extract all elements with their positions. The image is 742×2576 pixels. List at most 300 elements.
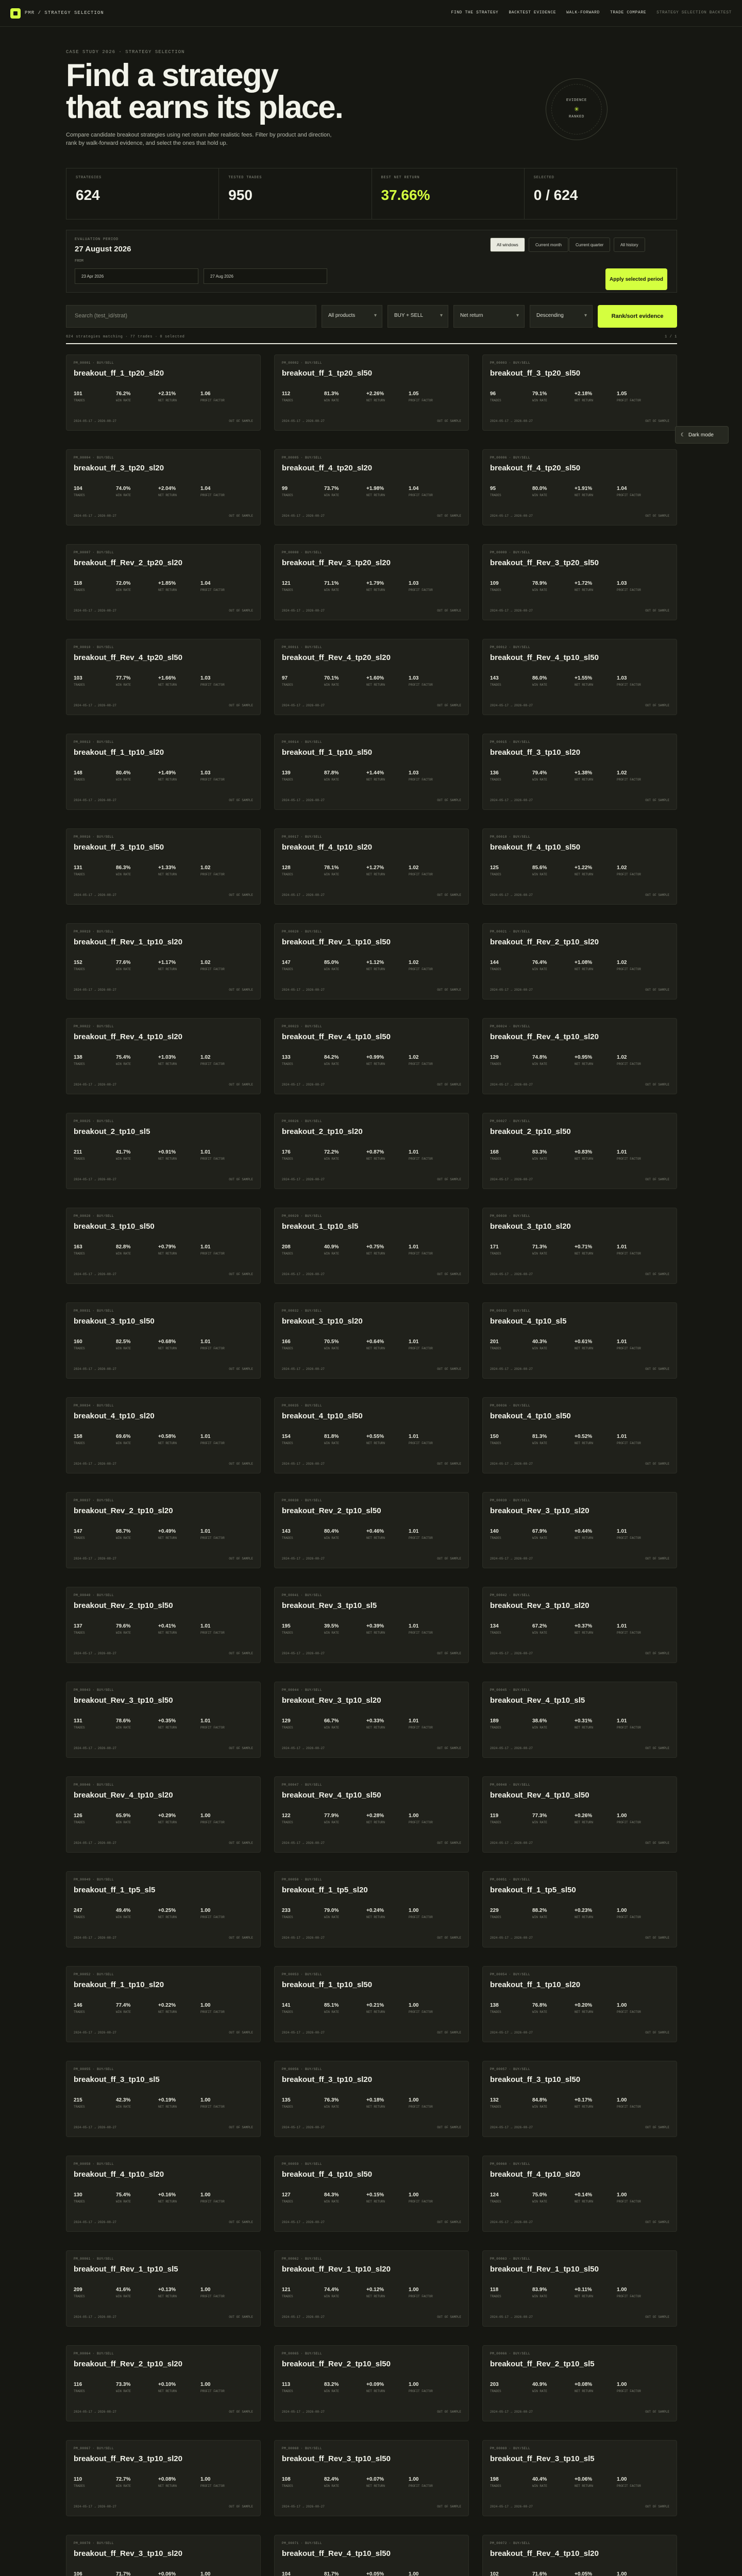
card-sample: OUT OF SAMPLE xyxy=(645,1367,669,1371)
metric-trades-label: TRADES xyxy=(282,1062,293,1066)
card-metrics xyxy=(490,2192,669,2204)
card-period: 2024-05-17 → 2026-08-27 xyxy=(282,2221,325,2224)
card-tag: BUY/SELL xyxy=(97,835,114,839)
metric-net-value: +1.03% xyxy=(158,1055,176,1060)
badge-bottom: RANKED xyxy=(568,115,584,119)
strategy-card[interactable] xyxy=(274,354,469,431)
metric-net-label: NET RETURN xyxy=(575,683,594,687)
metric-net-value: +0.13% xyxy=(158,2287,176,2293)
metric-trades-value: 144 xyxy=(490,960,499,965)
card-period: 2024-05-17 → 2026-08-27 xyxy=(490,2505,533,2509)
card-header: PM_00043 · BUY/SELL xyxy=(74,1688,114,1692)
metric-pf-label: PROFIT FACTOR xyxy=(409,1442,433,1445)
strategy-card[interactable] xyxy=(66,923,261,999)
strategy-card[interactable] xyxy=(66,1966,261,2042)
metric-net xyxy=(158,1055,191,1066)
strategy-name: breakout_ff_Rev_4_tp20_sl50 xyxy=(74,653,182,662)
metric-pf xyxy=(409,486,442,497)
strategy-name: breakout_Rev_3_tp10_sl20 xyxy=(490,1601,589,1610)
strategy-card[interactable] xyxy=(66,828,261,905)
strategy-card[interactable] xyxy=(66,2250,261,2327)
metric-winrate xyxy=(532,1813,565,1824)
metric-net-value: +1.17% xyxy=(158,960,176,965)
strategy-card[interactable] xyxy=(66,544,261,620)
card-period: 2024-05-17 → 2026-08-27 xyxy=(490,1462,533,1466)
card-sample: OUT OF SAMPLE xyxy=(437,1747,461,1750)
metric-winrate xyxy=(116,1908,149,1919)
card-metrics xyxy=(490,865,669,876)
card-id: PM_00071 xyxy=(282,2541,299,2545)
strategy-name: breakout_3_tp10_sl50 xyxy=(74,1317,155,1326)
metric-trades-label: TRADES xyxy=(74,399,85,402)
card-id: PM_00037 xyxy=(74,1499,91,1502)
strategy-card[interactable] xyxy=(274,2250,469,2327)
metric-trades-label: TRADES xyxy=(74,588,85,592)
card-footer xyxy=(282,1557,461,1561)
metric-pf-value: 1.02 xyxy=(409,960,419,965)
metric-trades xyxy=(282,1149,315,1161)
card-id: PM_00006 xyxy=(490,456,507,460)
metric-trades-value: 121 xyxy=(282,2287,291,2293)
metric-pf-label: PROFIT FACTOR xyxy=(200,1442,225,1445)
strategy-card[interactable] xyxy=(482,1113,677,1189)
strategy-card[interactable] xyxy=(274,1302,469,1379)
strategy-name: breakout_Rev_4_tp10_sl50 xyxy=(282,1791,381,1800)
strategy-card[interactable] xyxy=(274,734,469,810)
metric-trades-value: 110 xyxy=(74,2477,82,2482)
nav-link-find[interactable]: FIND THE STRATEGY xyxy=(451,10,499,15)
metric-winrate xyxy=(324,675,357,687)
metric-winrate-label: WIN RATE xyxy=(116,2010,131,2014)
order-select[interactable]: Descending ▾ xyxy=(530,305,593,328)
strategy-card[interactable] xyxy=(482,1208,677,1284)
strategy-card[interactable] xyxy=(482,923,677,999)
metric-pf-value: 1.01 xyxy=(200,1339,211,1345)
metric-net-label: NET RETURN xyxy=(575,2484,594,2488)
strategy-card[interactable] xyxy=(66,2535,261,2576)
metric-pf xyxy=(409,1529,442,1540)
metric-net-label: NET RETURN xyxy=(158,2295,177,2298)
card-period: 2024-05-17 → 2026-08-27 xyxy=(74,1652,116,1655)
card-sample: OUT OF SAMPLE xyxy=(229,1083,253,1087)
card-tag: BUY/SELL xyxy=(97,1025,114,1028)
strategy-card[interactable] xyxy=(66,1587,261,1663)
metric-trades-label: TRADES xyxy=(74,2295,85,2298)
card-metrics xyxy=(282,2571,461,2576)
metric-winrate-label: WIN RATE xyxy=(324,968,339,971)
card-id: PM_00069 xyxy=(490,2447,507,2450)
card-period: 2024-05-17 → 2026-08-27 xyxy=(490,1557,533,1561)
card-header: PM_00061 · BUY/SELL xyxy=(74,2257,114,2261)
strategy-card[interactable] xyxy=(66,1871,261,1947)
metric-pf-value: 1.03 xyxy=(409,675,419,681)
metric-winrate-value: 40.3% xyxy=(532,1339,547,1345)
metric-winrate-value: 72.7% xyxy=(116,2477,131,2482)
card-period: 2024-05-17 → 2026-08-27 xyxy=(282,1367,325,1371)
metric-net-value: +0.95% xyxy=(575,1055,593,1060)
card-id: PM_00014 xyxy=(282,740,299,744)
strategy-card[interactable] xyxy=(482,1492,677,1568)
strategy-name: breakout_4_tp10_sl50 xyxy=(490,1412,571,1420)
date-to-field[interactable]: 27 Aug 2026 xyxy=(204,268,327,284)
card-period: 2024-05-17 → 2026-08-27 xyxy=(490,1747,533,1750)
strategy-card[interactable] xyxy=(66,1682,261,1758)
strategy-card[interactable] xyxy=(482,1682,677,1758)
metric-net xyxy=(575,2097,608,2109)
strategy-card[interactable] xyxy=(274,2440,469,2516)
metric-net-value: +2.26% xyxy=(366,391,384,397)
strategy-card[interactable] xyxy=(66,1776,261,1853)
metric-net-label: NET RETURN xyxy=(366,399,385,402)
strategy-card[interactable] xyxy=(274,1682,469,1758)
metric-net-value: +1.08% xyxy=(575,960,593,965)
strategy-card[interactable] xyxy=(482,2156,677,2232)
strategy-card[interactable] xyxy=(482,544,677,620)
metric-winrate-label: WIN RATE xyxy=(116,2200,131,2204)
strategy-card[interactable] xyxy=(482,2440,677,2516)
metric-pf-label: PROFIT FACTOR xyxy=(409,2295,433,2298)
dark-mode-toggle[interactable] xyxy=(675,426,729,444)
strategy-grid xyxy=(66,354,677,2576)
metric-winrate-value: 81.3% xyxy=(532,1434,547,1439)
strategy-card[interactable] xyxy=(274,2535,469,2576)
metric-winrate-value: 70.1% xyxy=(324,675,339,681)
metric-winrate xyxy=(532,2192,565,2204)
metric-net xyxy=(158,1529,191,1540)
strategy-card[interactable] xyxy=(482,1302,677,1379)
card-footer xyxy=(74,1367,253,1371)
strategy-card[interactable] xyxy=(66,2061,261,2137)
metric-winrate-label: WIN RATE xyxy=(532,2484,547,2488)
metric-net-label: NET RETURN xyxy=(158,1157,177,1161)
strategy-card[interactable] xyxy=(482,734,677,810)
metric-trades-label: TRADES xyxy=(282,2389,293,2393)
metric-winrate-label: WIN RATE xyxy=(116,1821,131,1824)
metric-winrate-value: 84.8% xyxy=(532,2097,547,2103)
strategy-card[interactable] xyxy=(274,1871,469,1947)
metric-pf-label: PROFIT FACTOR xyxy=(617,1157,641,1161)
strategy-card[interactable] xyxy=(274,449,469,526)
metric-net-value: +0.37% xyxy=(575,1623,593,1629)
card-footer xyxy=(490,1841,669,1845)
card-period: 2024-05-17 → 2026-08-27 xyxy=(282,514,325,518)
card-tag: BUY/SELL xyxy=(97,1878,114,1882)
strategy-card[interactable] xyxy=(274,1208,469,1284)
metric-pf xyxy=(617,2097,650,2109)
card-tag: BUY/SELL xyxy=(305,835,322,839)
metric-winrate xyxy=(324,581,357,592)
metric-trades-value: 138 xyxy=(490,2003,499,2008)
metric-trades-value: 146 xyxy=(74,2003,82,2008)
apply-period-button[interactable]: Apply selected period xyxy=(605,268,667,290)
metric-pf-value: 1.04 xyxy=(200,486,211,492)
strategy-name: breakout_ff_Rev_3_tp10_sl20 xyxy=(74,2454,182,2463)
toggle-all-history[interactable]: All history xyxy=(614,238,645,252)
card-id: PM_00030 xyxy=(490,1214,507,1218)
strategy-card[interactable] xyxy=(274,1776,469,1853)
search-input[interactable]: Search (test_id/strat) xyxy=(66,305,316,328)
card-id: PM_00027 xyxy=(490,1120,507,1123)
card-metrics xyxy=(282,1149,461,1161)
metric-pf-value: 1.01 xyxy=(200,1718,211,1724)
metric-winrate xyxy=(116,1623,149,1635)
card-tag: BUY/SELL xyxy=(97,1973,114,1976)
strategy-card[interactable] xyxy=(482,1397,677,1473)
metric-winrate-value: 79.1% xyxy=(532,391,547,397)
metric-net-label: NET RETURN xyxy=(366,1347,385,1350)
card-footer xyxy=(282,1462,461,1466)
strategy-card[interactable] xyxy=(482,639,677,715)
metric-pf-value: 1.00 xyxy=(200,2192,211,2198)
metric-winrate-label: WIN RATE xyxy=(532,1916,547,1919)
date-from-field[interactable]: 23 Apr 2026 xyxy=(75,268,198,284)
metric-trades xyxy=(490,675,523,687)
strategy-card[interactable] xyxy=(482,2250,677,2327)
metric-winrate-label: WIN RATE xyxy=(532,588,547,592)
logo-icon[interactable] xyxy=(10,8,21,19)
product-select[interactable]: All products ▾ xyxy=(322,305,382,328)
card-id: PM_00039 xyxy=(490,1499,507,1502)
nav-link-walkforward[interactable]: WALK-FORWARD xyxy=(566,10,600,15)
metric-net xyxy=(575,1244,608,1256)
strategy-card[interactable] xyxy=(274,544,469,620)
strategy-card[interactable] xyxy=(66,1302,261,1379)
strategy-card[interactable] xyxy=(274,2061,469,2137)
card-tag: BUY/SELL xyxy=(513,1499,530,1502)
metric-trades-value: 176 xyxy=(282,1149,291,1155)
metric-pf-label: PROFIT FACTOR xyxy=(617,1726,641,1730)
metric-pf xyxy=(200,1908,233,1919)
strategy-card[interactable] xyxy=(274,2345,469,2421)
metric-winrate-label: WIN RATE xyxy=(116,873,131,876)
card-footer xyxy=(490,2315,669,2319)
metric-pf-value: 1.02 xyxy=(200,1055,211,1060)
metric-net-value: +0.06% xyxy=(158,2571,176,2576)
card-metrics xyxy=(490,2477,669,2488)
metric-pf xyxy=(617,1813,650,1824)
strategy-card[interactable] xyxy=(66,2440,261,2516)
strategy-card[interactable] xyxy=(482,2061,677,2137)
metric-net-value: +0.22% xyxy=(158,2003,176,2008)
card-metrics xyxy=(490,770,669,782)
metric-winrate-value: 85.1% xyxy=(324,2003,339,2008)
metric-pf-label: PROFIT FACTOR xyxy=(200,494,225,497)
strategy-card[interactable] xyxy=(274,1018,469,1094)
toggle-current-quarter[interactable]: Current quarter xyxy=(569,238,610,252)
strategy-card[interactable] xyxy=(482,1018,677,1094)
card-header: PM_00059 · BUY/SELL xyxy=(282,2162,322,2166)
metric-trades xyxy=(74,1434,107,1445)
strategy-name: breakout_2_tp10_sl20 xyxy=(282,1127,363,1136)
metric-winrate-label: WIN RATE xyxy=(532,399,547,402)
strategy-name: breakout_ff_Rev_3_tp10_sl50 xyxy=(282,2454,391,2463)
card-footer xyxy=(490,1083,669,1087)
direction-select[interactable]: BUY + SELL ▾ xyxy=(387,305,448,328)
metric-net-label: NET RETURN xyxy=(158,778,177,782)
card-footer xyxy=(74,2410,253,2414)
strategy-card[interactable] xyxy=(274,1492,469,1568)
card-footer xyxy=(74,419,253,423)
card-id: PM_00057 xyxy=(490,2067,507,2071)
metric-pf xyxy=(617,675,650,687)
card-id: PM_00018 xyxy=(490,835,507,839)
metric-winrate xyxy=(324,2477,357,2488)
nav-link-compare[interactable]: TRADE COMPARE xyxy=(610,10,647,15)
strategy-card[interactable] xyxy=(482,354,677,431)
metric-trades-value: 119 xyxy=(490,1813,499,1819)
strategy-card[interactable] xyxy=(66,2156,261,2232)
strategy-card[interactable] xyxy=(274,639,469,715)
metric-pf-value: 1.05 xyxy=(409,391,419,397)
metric-pf xyxy=(617,1434,650,1445)
strategy-card[interactable] xyxy=(482,2535,677,2576)
toggle-current-month[interactable]: Current month xyxy=(529,238,568,252)
card-period: 2024-05-17 → 2026-08-27 xyxy=(74,1178,116,1181)
toggle-all-windows[interactable]: All windows xyxy=(490,238,525,252)
metric-net xyxy=(158,1718,191,1730)
strategy-card[interactable] xyxy=(66,1397,261,1473)
strategy-card[interactable] xyxy=(274,923,469,999)
metric-pf xyxy=(200,1813,233,1824)
card-metrics xyxy=(490,1149,669,1161)
metric-net-value: +0.28% xyxy=(366,1813,384,1819)
metric-trades-label: TRADES xyxy=(490,1347,501,1350)
strategy-name: breakout_Rev_3_tp10_sl20 xyxy=(282,1696,381,1705)
strategy-card[interactable] xyxy=(66,1018,261,1094)
card-tag: BUY/SELL xyxy=(305,2067,322,2071)
strategy-card[interactable] xyxy=(66,639,261,715)
metric-pf xyxy=(200,2097,233,2109)
metric-pf-value: 1.01 xyxy=(200,1244,211,1250)
metric-net xyxy=(366,1718,399,1730)
metric-net-value: +0.41% xyxy=(158,1623,176,1629)
card-period: 2024-05-17 → 2026-08-27 xyxy=(282,1178,325,1181)
metric-winrate-value: 82.5% xyxy=(116,1339,131,1345)
strategy-card[interactable] xyxy=(482,1587,677,1663)
metric-net-value: +1.38% xyxy=(575,770,593,776)
card-id: PM_00048 xyxy=(490,1783,507,1787)
metric-net xyxy=(575,2571,608,2576)
metric-pf xyxy=(409,2097,442,2109)
strategy-card[interactable] xyxy=(482,1871,677,1947)
card-tag: BUY/SELL xyxy=(305,1309,322,1313)
card-id: PM_00026 xyxy=(282,1120,299,1123)
card-footer xyxy=(282,1083,461,1087)
metric-net-label: NET RETURN xyxy=(366,2389,385,2393)
card-metrics xyxy=(490,675,669,687)
card-header: PM_00017 · BUY/SELL xyxy=(282,835,322,839)
metric-winrate-label: WIN RATE xyxy=(116,2295,131,2298)
card-sample: OUT OF SAMPLE xyxy=(437,1178,461,1181)
strategy-card[interactable] xyxy=(66,354,261,431)
strategy-card[interactable] xyxy=(274,2156,469,2232)
metric-pf-value: 1.02 xyxy=(617,865,627,871)
metric-winrate xyxy=(324,2192,357,2204)
strategy-card[interactable] xyxy=(482,1966,677,2042)
metric-pf-label: PROFIT FACTOR xyxy=(200,2200,225,2204)
strategy-card[interactable] xyxy=(482,449,677,526)
metric-winrate xyxy=(116,2382,149,2393)
metric-winrate-value: 67.9% xyxy=(532,1529,547,1534)
metric-trades-label: TRADES xyxy=(74,873,85,876)
metric-net-value: +0.05% xyxy=(366,2571,384,2576)
metric-pf-value: 1.01 xyxy=(200,1623,211,1629)
card-period: 2024-05-17 → 2026-08-27 xyxy=(74,893,116,897)
metric-trades-label: TRADES xyxy=(282,683,293,687)
metric-pf-value: 1.00 xyxy=(617,1813,627,1819)
metric-pf-value: 1.03 xyxy=(617,581,627,586)
metric-winrate-label: WIN RATE xyxy=(532,1631,547,1635)
card-footer xyxy=(74,2505,253,2509)
strategy-card[interactable] xyxy=(482,828,677,905)
card-tag: BUY/SELL xyxy=(305,456,322,460)
card-sample: OUT OF SAMPLE xyxy=(645,2126,669,2129)
metric-pf xyxy=(200,770,233,782)
strategy-name: breakout_ff_Rev_4_tp10_sl50 xyxy=(282,2549,391,2558)
metric-pf-value: 1.00 xyxy=(409,2477,419,2482)
metric-net-value: +0.08% xyxy=(575,2382,593,2387)
strategy-card[interactable] xyxy=(66,1208,261,1284)
strategy-card[interactable] xyxy=(66,1113,261,1189)
strategy-card[interactable] xyxy=(482,2345,677,2421)
metric-trades-label: TRADES xyxy=(282,1916,293,1919)
metric-net-value: +0.99% xyxy=(366,1055,384,1060)
metric-net-value: +1.91% xyxy=(575,486,593,492)
strategy-card[interactable] xyxy=(274,1966,469,2042)
metric-winrate-value: 85.0% xyxy=(324,960,339,965)
strategy-card[interactable] xyxy=(274,1113,469,1189)
strategy-card[interactable] xyxy=(66,449,261,526)
card-footer xyxy=(282,609,461,613)
metric-pf-value: 1.00 xyxy=(617,2382,627,2387)
metric-pf-label: PROFIT FACTOR xyxy=(617,2010,641,2014)
rank-button[interactable]: Rank/sort evidence xyxy=(598,305,677,328)
metric-pf-value: 1.00 xyxy=(409,1813,419,1819)
metric-winrate-value: 77.6% xyxy=(116,960,131,965)
metric-pf-label: PROFIT FACTOR xyxy=(617,1631,641,1635)
metric-trades-value: 95 xyxy=(490,486,496,492)
metric-winrate-value: 40.9% xyxy=(324,1244,339,1250)
strategy-card[interactable] xyxy=(274,828,469,905)
metric-pf-value: 1.01 xyxy=(409,1244,419,1250)
metric-trades-label: TRADES xyxy=(282,1252,293,1256)
metric-trades-label: TRADES xyxy=(490,1062,501,1066)
nav-link-backtest[interactable]: BACKTEST EVIDENCE xyxy=(509,10,556,15)
strategy-card[interactable] xyxy=(66,2345,261,2421)
strategy-name: breakout_Rev_3_tp10_sl50 xyxy=(74,1696,173,1705)
card-footer xyxy=(490,1273,669,1276)
strategy-card[interactable] xyxy=(274,1397,469,1473)
metric-net-value: +0.05% xyxy=(575,2571,593,2576)
metric-pf xyxy=(409,1434,442,1445)
metric-trades xyxy=(490,1055,523,1066)
metric-winrate-value: 79.0% xyxy=(324,1908,339,1913)
metric-pf-label: PROFIT FACTOR xyxy=(617,1347,641,1350)
sort-select[interactable]: Net return ▾ xyxy=(453,305,525,328)
card-id: PM_00035 xyxy=(282,1404,299,1408)
metric-net-value: +1.44% xyxy=(366,770,384,776)
metric-net-label: NET RETURN xyxy=(575,2200,594,2204)
metric-winrate-label: WIN RATE xyxy=(532,2389,547,2393)
strategy-card[interactable] xyxy=(66,1492,261,1568)
card-footer xyxy=(74,1557,253,1561)
metric-trades xyxy=(74,581,107,592)
strategy-card[interactable] xyxy=(66,734,261,810)
strategy-card[interactable] xyxy=(274,1587,469,1663)
metric-winrate-value: 38.6% xyxy=(532,1718,547,1724)
metric-winrate-label: WIN RATE xyxy=(532,494,547,497)
strategy-card[interactable] xyxy=(482,1776,677,1853)
